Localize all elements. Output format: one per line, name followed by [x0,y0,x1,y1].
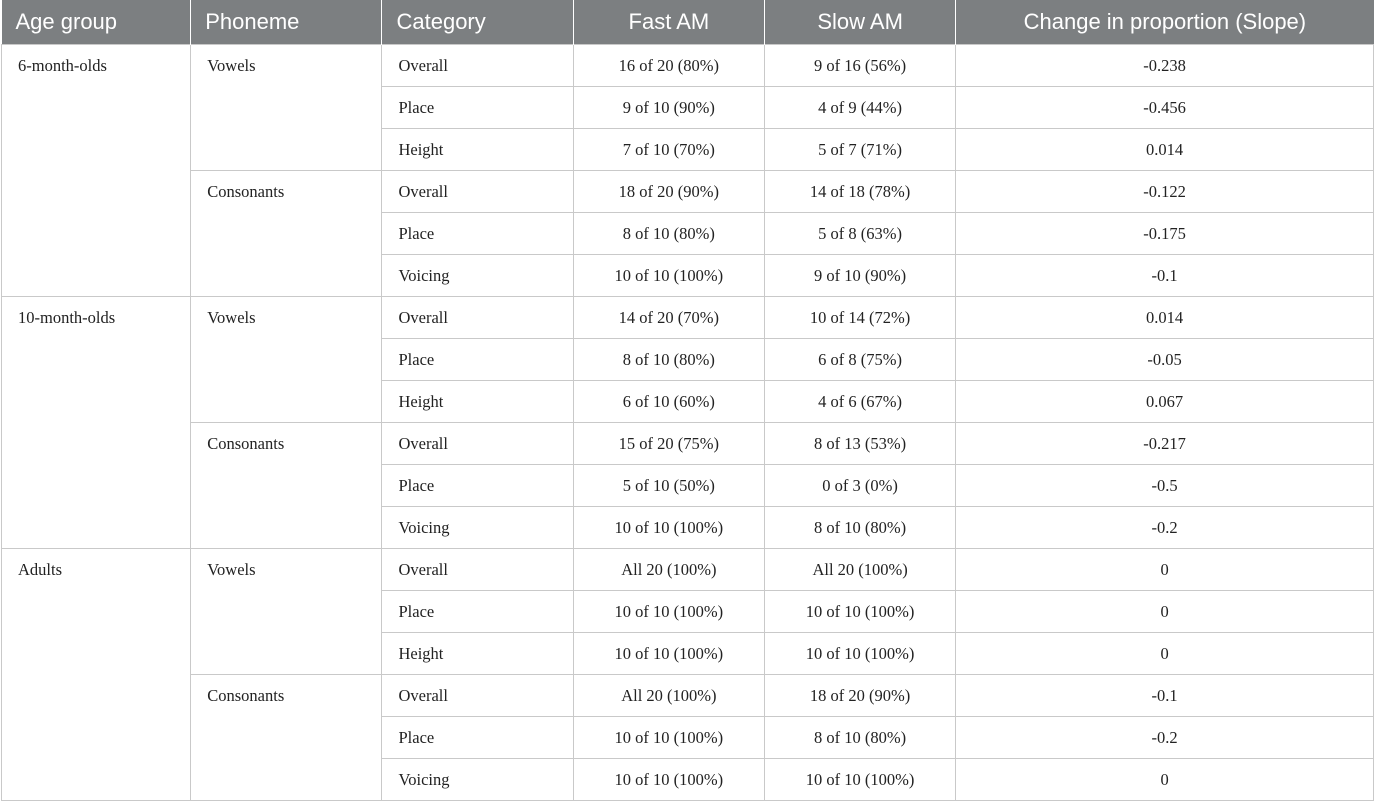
slow-am-cell: 5 of 8 (63%) [764,213,955,255]
slope-cell: -0.05 [956,339,1374,381]
age-group-cell: 10-month-olds [2,297,191,549]
fast-am-cell: 5 of 10 (50%) [573,465,764,507]
fast-am-cell: 10 of 10 (100%) [573,591,764,633]
slow-am-cell: 6 of 8 (75%) [764,339,955,381]
slow-am-cell: 8 of 10 (80%) [764,507,955,549]
slow-am-cell: 14 of 18 (78%) [764,171,955,213]
slow-am-cell: 9 of 16 (56%) [764,45,955,87]
slow-am-cell: 4 of 9 (44%) [764,87,955,129]
table-row [2,297,1374,339]
fast-am-cell: All 20 (100%) [573,675,764,717]
table-row [2,675,1374,717]
phoneme-cell: Consonants [191,675,382,801]
category-cell: Overall [382,171,573,213]
slope-cell: -0.2 [956,507,1374,549]
age-group-cell: Adults [2,549,191,801]
category-cell: Voicing [382,255,573,297]
category-cell: Place [382,717,573,759]
slope-cell: 0.014 [956,297,1374,339]
category-cell: Place [382,339,573,381]
results-table [1,0,1374,801]
header-phoneme: Phoneme [191,0,382,45]
fast-am-cell: 10 of 10 (100%) [573,633,764,675]
slow-am-cell: All 20 (100%) [764,549,955,591]
phoneme-cell: Vowels [191,297,382,423]
table-row [2,423,1374,465]
fast-am-cell: 15 of 20 (75%) [573,423,764,465]
slope-cell: -0.175 [956,213,1374,255]
fast-am-cell: 16 of 20 (80%) [573,45,764,87]
category-cell: Height [382,129,573,171]
slope-cell: 0 [956,759,1374,801]
slow-am-cell: 10 of 14 (72%) [764,297,955,339]
slope-cell: -0.5 [956,465,1374,507]
slow-am-cell: 18 of 20 (90%) [764,675,955,717]
slope-cell: 0.014 [956,129,1374,171]
category-cell: Voicing [382,759,573,801]
fast-am-cell: 8 of 10 (80%) [573,339,764,381]
table-row [2,45,1374,87]
slope-cell: -0.456 [956,87,1374,129]
slow-am-cell: 8 of 10 (80%) [764,717,955,759]
slope-cell: -0.238 [956,45,1374,87]
category-cell: Height [382,381,573,423]
slope-cell: -0.2 [956,717,1374,759]
table-row [2,549,1374,591]
fast-am-cell: 10 of 10 (100%) [573,717,764,759]
table-row [2,171,1374,213]
slow-am-cell: 0 of 3 (0%) [764,465,955,507]
slope-cell: 0 [956,633,1374,675]
slow-am-cell: 10 of 10 (100%) [764,591,955,633]
fast-am-cell: All 20 (100%) [573,549,764,591]
header-row [2,0,1374,45]
slope-cell: 0 [956,591,1374,633]
category-cell: Voicing [382,507,573,549]
slow-am-cell: 5 of 7 (71%) [764,129,955,171]
slope-cell: -0.1 [956,255,1374,297]
category-cell: Place [382,87,573,129]
category-cell: Overall [382,297,573,339]
fast-am-cell: 14 of 20 (70%) [573,297,764,339]
fast-am-cell: 9 of 10 (90%) [573,87,764,129]
slow-am-cell: 8 of 13 (53%) [764,423,955,465]
age-group-cell: 6-month-olds [2,45,191,297]
category-cell: Overall [382,45,573,87]
category-cell: Place [382,465,573,507]
phoneme-cell: Vowels [191,45,382,171]
header-category: Category [382,0,573,45]
slow-am-cell: 4 of 6 (67%) [764,381,955,423]
category-cell: Overall [382,423,573,465]
fast-am-cell: 10 of 10 (100%) [573,759,764,801]
category-cell: Place [382,591,573,633]
header-slope: Change in proportion (Slope) [956,0,1374,45]
fast-am-cell: 10 of 10 (100%) [573,255,764,297]
slow-am-cell: 9 of 10 (90%) [764,255,955,297]
category-cell: Height [382,633,573,675]
phoneme-cell: Consonants [191,171,382,297]
slope-cell: 0.067 [956,381,1374,423]
category-cell: Overall [382,549,573,591]
category-cell: Place [382,213,573,255]
slow-am-cell: 10 of 10 (100%) [764,633,955,675]
fast-am-cell: 6 of 10 (60%) [573,381,764,423]
header-slow-am: Slow AM [764,0,955,45]
slow-am-cell: 10 of 10 (100%) [764,759,955,801]
slope-cell: -0.217 [956,423,1374,465]
slope-cell: 0 [956,549,1374,591]
phoneme-cell: Vowels [191,549,382,675]
slope-cell: -0.122 [956,171,1374,213]
fast-am-cell: 10 of 10 (100%) [573,507,764,549]
fast-am-cell: 8 of 10 (80%) [573,213,764,255]
fast-am-cell: 7 of 10 (70%) [573,129,764,171]
phoneme-cell: Consonants [191,423,382,549]
header-fast-am: Fast AM [573,0,764,45]
fast-am-cell: 18 of 20 (90%) [573,171,764,213]
header-age-group: Age group [2,0,191,45]
category-cell: Overall [382,675,573,717]
slope-cell: -0.1 [956,675,1374,717]
table-body [2,45,1374,801]
